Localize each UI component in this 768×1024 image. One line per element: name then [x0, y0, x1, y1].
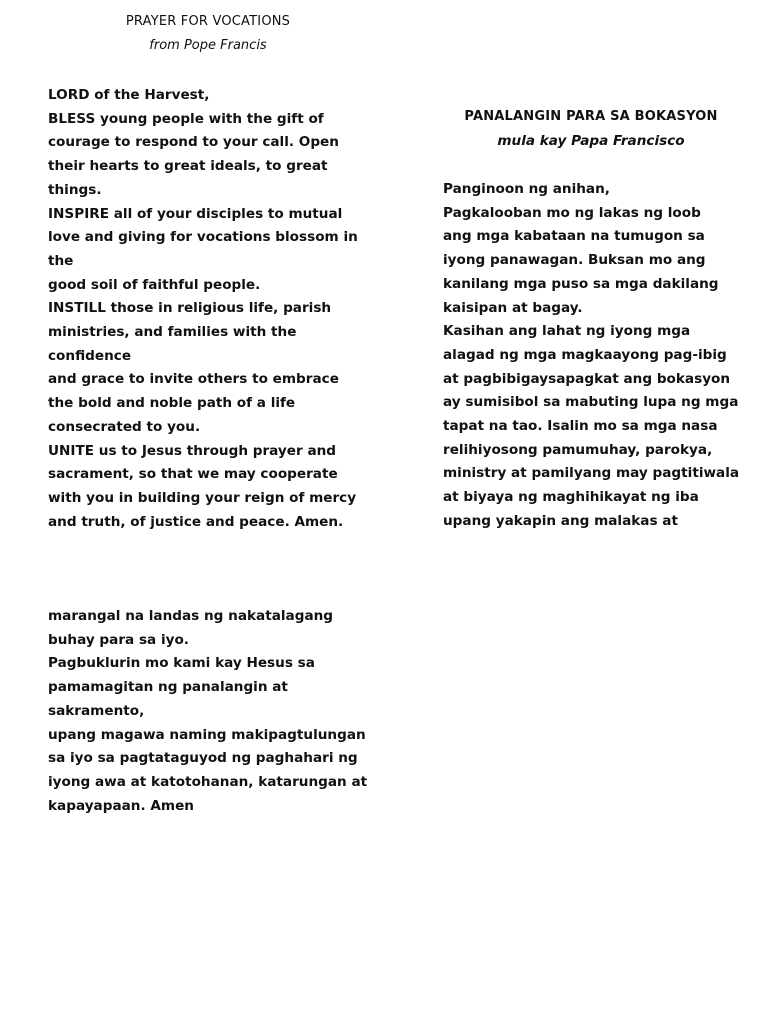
- english-line: consecrated to you.: [48, 418, 201, 435]
- tagalog-line: upang yakapin ang malakas at: [443, 512, 678, 529]
- tagalog-line: ang mga kabataan na tumugon sa: [443, 228, 705, 245]
- english-line: LORD of the Harvest,: [48, 87, 210, 103]
- tagalog-subtitle: mula kay Papa Francisco: [497, 133, 685, 149]
- tagalog-line: ay sumisibol sa mabuting lupa ng mga: [443, 394, 739, 411]
- tagalog-line: upang magawa naming makipagtulungan: [48, 726, 366, 743]
- english-line: their hearts to great ideals, to great: [48, 158, 328, 175]
- tagalog-line: Panginoon ng anihan,: [443, 181, 610, 197]
- tagalog-line: iyong panawagan. Buksan mo ang: [443, 252, 706, 269]
- english-line: with you in building your reign of mercy: [48, 489, 357, 506]
- english-line: the bold and noble path of a life: [48, 395, 296, 412]
- english-line: ministries, and families with the: [48, 324, 297, 341]
- tagalog-prayer-text: [443, 178, 739, 534]
- tagalog-line: relihiyosong pamumuhay, parokya,: [443, 441, 713, 458]
- tagalog-line: sa iyo sa pagtataguyod ng paghahari ng: [48, 750, 358, 767]
- english-title: PRAYER FOR VOCATIONS: [125, 14, 291, 29]
- english-line: BLESS young people with the gift of: [48, 110, 324, 127]
- tagalog-line: iyong awa at katotohanan, katarungan at: [48, 773, 368, 790]
- tagalog-line: tapat na tao. Isalin mo sa mga nasa: [443, 418, 718, 435]
- tagalog-line: alagad ng mga magkaayong pag-ibig: [443, 346, 727, 363]
- tagalog-line: Kasihan ang lahat ng iyong mga: [443, 323, 691, 340]
- english-line: courage to respond to your call. Open: [48, 134, 339, 151]
- english-line: INSTILL those in religious life, parish: [48, 300, 332, 317]
- tagalog-line: ministry at pamilyang may pagtitiwala: [443, 465, 740, 482]
- tagalog-line: at biyaya ng maghihikayat ng iba: [443, 489, 699, 506]
- tagalog-line: buhay para sa iyo.: [48, 631, 189, 648]
- english-line: things.: [48, 181, 102, 198]
- english-line: and truth, of justice and peace. Amen.: [48, 513, 344, 530]
- english-line: good soil of faithful people.: [48, 276, 261, 293]
- english-line: confidence: [48, 347, 132, 364]
- tagalog-line: Pagkalooban mo ng lakas ng loob: [443, 204, 701, 221]
- english-line: love and giving for vocations blossom in: [48, 229, 358, 246]
- english-prayer-text: [48, 84, 358, 534]
- english-line: sacrament, so that we may cooperate: [48, 466, 338, 483]
- english-subtitle: from Pope Francis: [149, 38, 267, 53]
- tagalog-line: kapayapaan. Amen: [48, 797, 194, 814]
- tagalog-title: PANALANGIN PARA SA BOKASYON: [464, 109, 718, 124]
- tagalog-line: marangal na landas ng nakatalagang: [48, 608, 334, 624]
- tagalog-line: at pagbibigaysapagkat ang bokasyon: [443, 370, 731, 387]
- tagalog-line: kaisipan at bagay.: [443, 299, 583, 316]
- english-line: the: [48, 252, 74, 269]
- tagalog-line: kanilang mga puso sa mga dakilang: [443, 275, 719, 292]
- english-line: and grace to invite others to embrace: [48, 371, 339, 388]
- tagalog-line: Pagbuklurin mo kami kay Hesus sa: [48, 655, 315, 672]
- tagalog-prayer-continuation: [48, 605, 367, 818]
- english-line: UNITE us to Jesus through prayer and: [48, 442, 337, 459]
- tagalog-line: sakramento,: [48, 702, 145, 719]
- tagalog-line: pamamagitan ng panalangin at: [48, 679, 288, 696]
- english-line: INSPIRE all of your disciples to mutual: [48, 205, 343, 222]
